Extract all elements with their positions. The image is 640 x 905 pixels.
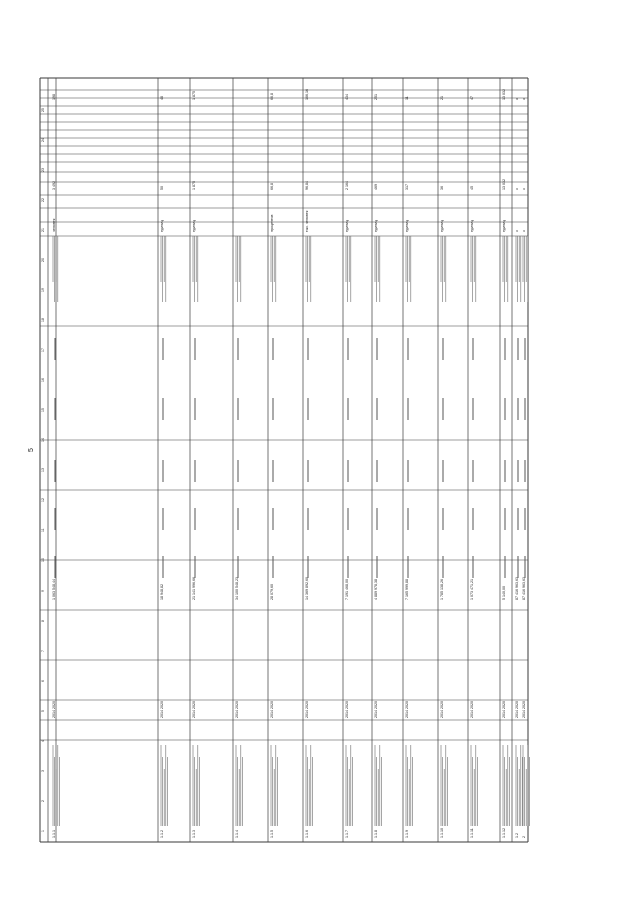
row-total: 18 948,82: [160, 584, 164, 600]
row-code: 1.1.1: [52, 830, 56, 838]
table-grid: [40, 78, 528, 842]
row-target: 50: [160, 186, 164, 190]
row-target: 66,8: [270, 183, 274, 190]
row-unit: единиц: [192, 219, 196, 232]
column-number: 23: [41, 168, 45, 172]
row-total: 87 416 963,63: [515, 577, 519, 600]
row-code: 1.1.5: [270, 830, 274, 838]
row-unit: единиц: [502, 219, 506, 232]
row-extra: 21: [440, 96, 444, 100]
row-extra: 198: [52, 94, 56, 100]
row-years: 2014 2020: [374, 701, 378, 718]
row-code: 1.1.11: [470, 828, 474, 838]
row-target: x: [522, 188, 526, 190]
row-extra: x: [515, 98, 519, 100]
row-extra: 48: [160, 96, 164, 100]
row-target: 317: [405, 184, 409, 190]
row-extra: 13 032: [502, 89, 506, 100]
column-number: 8: [41, 620, 45, 622]
row-code: 1.1.7: [345, 830, 349, 838]
row-total: 1 785 138,26: [440, 579, 444, 600]
column-number: 21: [41, 228, 45, 232]
row-code: 2: [522, 836, 526, 838]
row-years: 2014 2020: [192, 701, 196, 718]
row-total: 7 191 468,00: [345, 579, 349, 600]
row-unit: единиц: [160, 219, 164, 232]
row-unit: тыс. человек: [305, 210, 309, 232]
row-unit: x: [515, 230, 519, 232]
row-unit: единиц: [345, 219, 349, 232]
row-extra: 47: [470, 96, 474, 100]
column-number: 3: [41, 770, 45, 772]
row-total: 87 416 963,63: [522, 577, 526, 600]
column-number: 24: [41, 138, 45, 142]
column-number: 15: [41, 408, 45, 412]
column-number: 16: [41, 378, 45, 382]
row-target: 1 875: [192, 181, 196, 190]
row-code: 1.1.2: [160, 830, 164, 838]
row-target: 2 164: [345, 181, 349, 190]
row-total: 1 073 471,21: [470, 579, 474, 600]
page-number: 5: [28, 448, 35, 452]
column-number: 9: [41, 590, 45, 592]
row-years: 2014 2020: [502, 701, 506, 718]
row-code: 1.1.8: [374, 830, 378, 838]
column-number: 2: [41, 800, 45, 802]
row-years: 2014 2020: [522, 701, 526, 718]
row-extra: 166,16: [305, 89, 309, 100]
row-target: 45: [470, 186, 474, 190]
column-number: 6: [41, 680, 45, 682]
column-number: 25: [41, 108, 45, 112]
row-target: x: [515, 188, 519, 190]
row-extra: 434: [345, 94, 349, 100]
row-years: 2014 2020: [160, 701, 164, 718]
row-years: 2014 2020: [305, 701, 309, 718]
row-code: 1.1.12: [502, 828, 506, 838]
row-code: 1.1.10: [440, 828, 444, 838]
row-total: 7 165 999,88: [405, 579, 409, 600]
row-unit: процентов: [270, 214, 274, 232]
column-number: 4: [41, 740, 45, 742]
row-years: 2014 2020: [405, 701, 409, 718]
row-target: 96,84: [305, 181, 309, 190]
row-target: 36: [440, 186, 444, 190]
row-years: 2014 2020: [440, 701, 444, 718]
row-total: 34 100 548,23: [235, 577, 239, 600]
row-extra: x: [522, 98, 526, 100]
row-extra: 251: [374, 94, 378, 100]
row-unit: единиц: [470, 219, 474, 232]
column-number: 1: [41, 830, 45, 832]
row-years: 2014 2020: [235, 701, 239, 718]
row-code: 1.1.9: [405, 830, 409, 838]
column-number: 22: [41, 198, 45, 202]
row-unit: единиц: [440, 219, 444, 232]
column-number: 7: [41, 650, 45, 652]
row-unit: единиц: [405, 219, 409, 232]
column-number: 14: [41, 438, 45, 442]
column-number: 20: [41, 258, 45, 262]
row-extra: 1 875: [192, 91, 196, 100]
row-code: 1.2: [515, 833, 519, 838]
column-number: 13: [41, 468, 45, 472]
row-total: 1 063 548,44: [52, 579, 56, 600]
row-unit: человек: [52, 218, 56, 232]
row-unit: x: [522, 230, 526, 232]
row-years: 2014 2020: [345, 701, 349, 718]
row-years: 2014 2020: [270, 701, 274, 718]
row-target: 13 032: [502, 179, 506, 190]
column-number: 19: [41, 288, 45, 292]
row-total: 5 140,00: [502, 586, 506, 600]
column-number: 10: [41, 558, 45, 562]
row-target: 3 492: [52, 181, 56, 190]
row-years: 2014 2020: [52, 701, 56, 718]
column-number: 17: [41, 348, 45, 352]
row-code: 1.1.4: [235, 830, 239, 838]
column-number: 11: [41, 528, 45, 532]
row-target: 469: [374, 184, 378, 190]
row-unit: единиц: [374, 219, 378, 232]
row-total: 21 141 996,66: [192, 577, 196, 600]
row-code: 1.1.3: [192, 830, 196, 838]
row-extra: 66,8: [270, 93, 274, 100]
row-total: 14 369 892,60: [305, 577, 309, 600]
row-total: 4 889 978,38: [374, 579, 378, 600]
row-years: 2014 2020: [470, 701, 474, 718]
row-total: 28 079,60: [270, 584, 274, 600]
column-number: 12: [41, 498, 45, 502]
row-years: 2014 2020: [515, 701, 519, 718]
column-number: 5: [41, 710, 45, 712]
column-number: 18: [41, 318, 45, 322]
row-code: 1.1.6: [305, 830, 309, 838]
table-text: [41, 89, 529, 838]
row-extra: 11: [405, 96, 409, 100]
